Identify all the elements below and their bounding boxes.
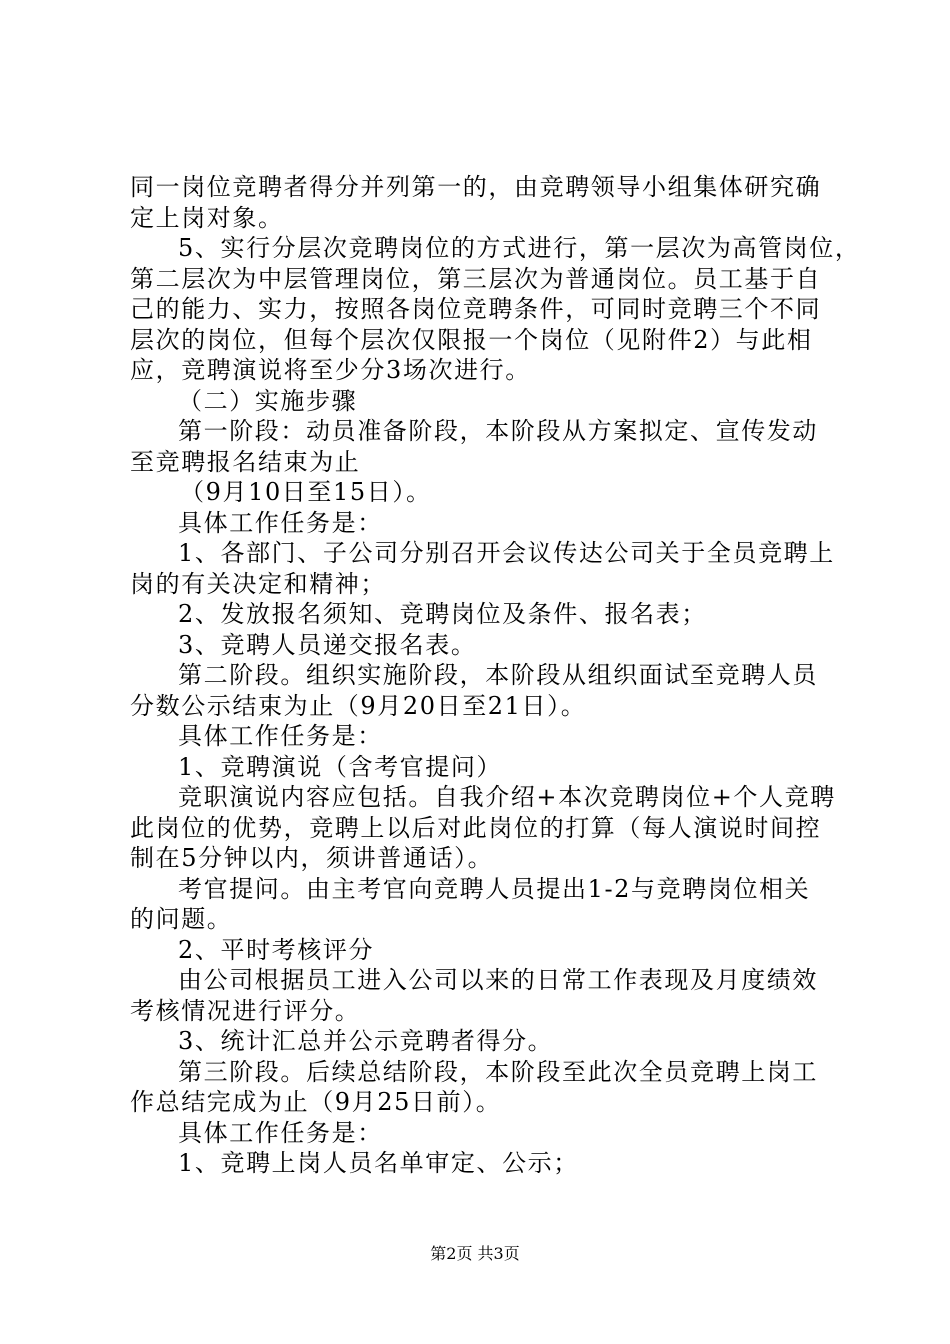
text-line: （9月10日至15日）。 <box>180 478 432 506</box>
text-line: 此岗位的优势，竞聘上以后对此岗位的打算（每人演说时间控 <box>130 813 822 842</box>
text-line: 具体工作任务是： <box>178 508 383 537</box>
text-line: 1、竞聘演说（含考官提问） <box>178 752 503 781</box>
text-line: 至竞聘报名结束为止 <box>130 447 361 476</box>
text-line: 具体工作任务是： <box>178 722 383 750</box>
text-line: 第一阶段：动员准备阶段，本阶段从方案拟定、宣传发动 <box>178 417 818 445</box>
text-line: 竞职演说内容应包括。自我介绍+本次竞聘岗位+个人竞聘 <box>178 783 836 811</box>
text-line: 第三阶段。后续总结阶段，本阶段至此次全员竞聘上岗工 <box>178 1057 818 1086</box>
text-line: 作总结完成为止（9月25日前）。 <box>130 1088 502 1116</box>
text-line: 应，竞聘演说将至少分3场次进行。 <box>130 356 531 384</box>
text-line: 考核情况进行评分。 <box>130 996 361 1025</box>
text-line: 己的能力、实力，按照各岗位竞聘条件，可同时竞聘三个不同 <box>130 295 822 323</box>
text-line: 5、实行分层次竞聘岗位的方式进行，第一层次为高管岗位， <box>178 234 861 262</box>
text-line: 制在5分钟以内，须讲普通话）。 <box>130 844 494 872</box>
text-line: 1、各部门、子公司分别召开会议传达公司关于全员竞聘上 <box>178 539 835 567</box>
text-line: （二）实施步骤 <box>178 386 358 415</box>
text-line: 同一岗位竞聘者得分并列第一的，由竞聘领导小组集体研究确 <box>130 173 822 201</box>
text-line: 由公司根据员工进入公司以来的日常工作表现及月度绩效 <box>178 966 818 994</box>
text-line: 第二层次为中层管理岗位，第三层次为普通岗位。员工基于自 <box>130 264 822 293</box>
text-line: 分数公示结束为止（9月20日至21日）。 <box>130 691 587 720</box>
text-line: 层次的岗位，但每个层次仅限报一个岗位（见附件2）与此相 <box>130 325 813 354</box>
text-line: 具体工作任务是： <box>178 1118 383 1147</box>
text-line: 考官提问。由主考官向竞聘人员提出1-2与竞聘岗位相关 <box>178 874 811 903</box>
text-line: 3、竞聘人员递交报名表。 <box>178 630 477 659</box>
text-line: 定上岗对象。 <box>130 203 284 232</box>
page-footer: 第2页 共3页 <box>430 1244 520 1263</box>
text-line: 3、统计汇总并公示竞聘者得分。 <box>178 1027 554 1055</box>
text-line: 2、平时考核评分 <box>178 935 375 964</box>
text-line: 的问题。 <box>130 905 233 933</box>
text-line: 岗的有关决定和精神； <box>130 569 386 598</box>
text-line: 2、发放报名须知、竞聘岗位及条件、报名表； <box>178 600 707 628</box>
document-body <box>130 172 861 1179</box>
text-line: 第二阶段。组织实施阶段，本阶段从组织面试至竞聘人员 <box>178 661 818 689</box>
text-line: 1、竞聘上岗人员名单审定、公示； <box>178 1149 579 1177</box>
